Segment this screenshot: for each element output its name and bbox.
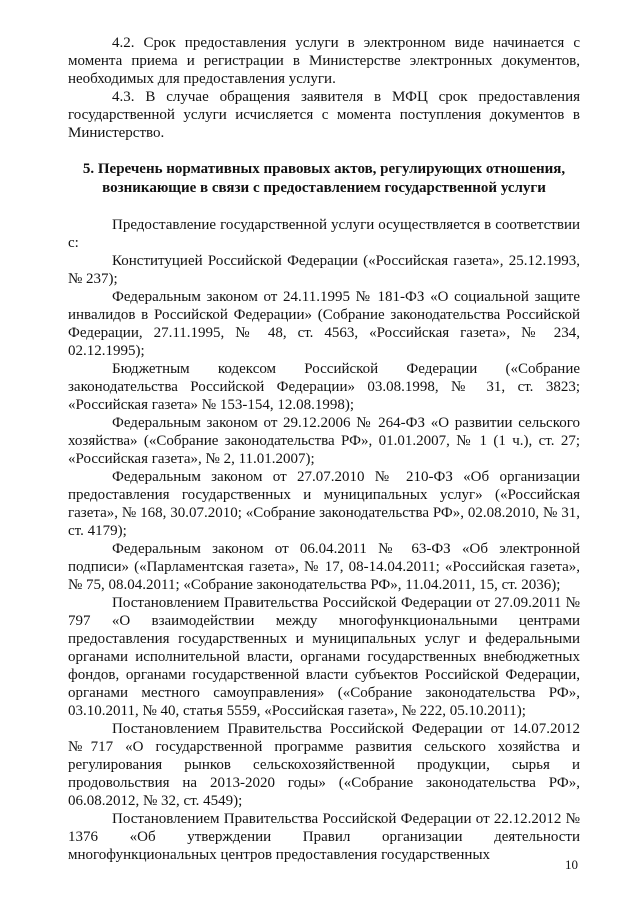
act-item: Федеральным законом от 29.12.2006 № 264-ФЗ «О развитии сельского хозяйства» («Собрание законодательства РФ», 01.01.2007, № 1 (1 ч.), ст. 27; «Российская газета», № 2, 11.01.2007); xyxy=(68,415,580,467)
page-number: 10 xyxy=(565,857,578,872)
spacer xyxy=(68,198,580,216)
act-item: Федеральным законом от 24.11.1995 № 181-ФЗ «О социальной защите инвалидов в Российской Федерации» (Собрание законодательства Российской Федерации, 27.11.1995, № 48, ст. 4563, «Российская газета», № 234, 02.12.1995); xyxy=(68,289,580,359)
spacer xyxy=(68,142,580,160)
act-item: Постановлением Правительства Российской Федерации от 22.12.2012 № 1376 «Об утверждении Правил организации деятельности многофункциональных центров предоставления государственных xyxy=(68,811,580,863)
document-page xyxy=(68,34,580,864)
act-item: Конституцией Российской Федерации («Российская газета», 25.12.1993, № 237); xyxy=(68,253,580,287)
act-item: Федеральным законом от 27.07.2010 № 210-ФЗ «Об организации предоставления государственных и муниципальных услуг» («Российская газета», № 168, 30.07.2010; «Собрание законодательства РФ», 02.08.2010, № 31, ст. 4179); xyxy=(68,469,580,539)
act-item: Постановлением Правительства Российской Федерации от 27.09.2011 № 797 «О взаимодействии между многофункциональными центрами предоставления государственных и муниципальных услуг и федеральными органами исполнительной власти, органами государственных внебюджетных фондов, органами государственной власти субъектов Российской Федерации, органами местного самоуправления» («Собрание законодательства РФ», 03.10.2011, № 40, статья 5559, «Российская газета», № 222, 05.10.2011); xyxy=(68,595,580,719)
act-item: Федеральным законом от 06.04.2011 № 63-ФЗ «Об электронной подписи» («Парламентская газета», № 17, 08-14.04.2011; «Российская газета», № 75, 08.04.2011; «Собрание законодательства РФ», 11.04.2011, 15, ст. 2036); xyxy=(68,541,580,593)
act-item: Бюджетным кодексом Российской Федерации («Собрание законодательства Российской Федерации» 03.08.1998, № 31, ст. 3823; «Российская газета» № 153-154, 12.08.1998); xyxy=(68,361,580,413)
intro-paragraph: Предоставление государственной услуги осуществляется в соответствии с: xyxy=(68,217,580,251)
clause-4-3: 4.3. В случае обращения заявителя в МФЦ срок предоставления государственной услуги исчисляется с момента поступления документов в Министерство. xyxy=(68,89,580,141)
clause-4-2: 4.2. Срок предоставления услуги в электронном виде начинается с момента приема и регистрации в Министерстве электронных документов, необходимых для предоставления услуги. xyxy=(68,35,580,87)
section-heading: 5. Перечень нормативных правовых актов, регулирующих отношения, возникающие в связи с предоставлением государственной услуги xyxy=(82,161,566,196)
act-item: Постановлением Правительства Российской Федерации от 14.07.2012 №717 «О государственной программе развития сельского хозяйства и регулирования рынков сельскохозяйственной продукции, сырья и продовольствия на 2013-2020 годы» («Собрание законодательства РФ», 06.08.2012, № 32, ст. 4549); xyxy=(68,721,580,809)
